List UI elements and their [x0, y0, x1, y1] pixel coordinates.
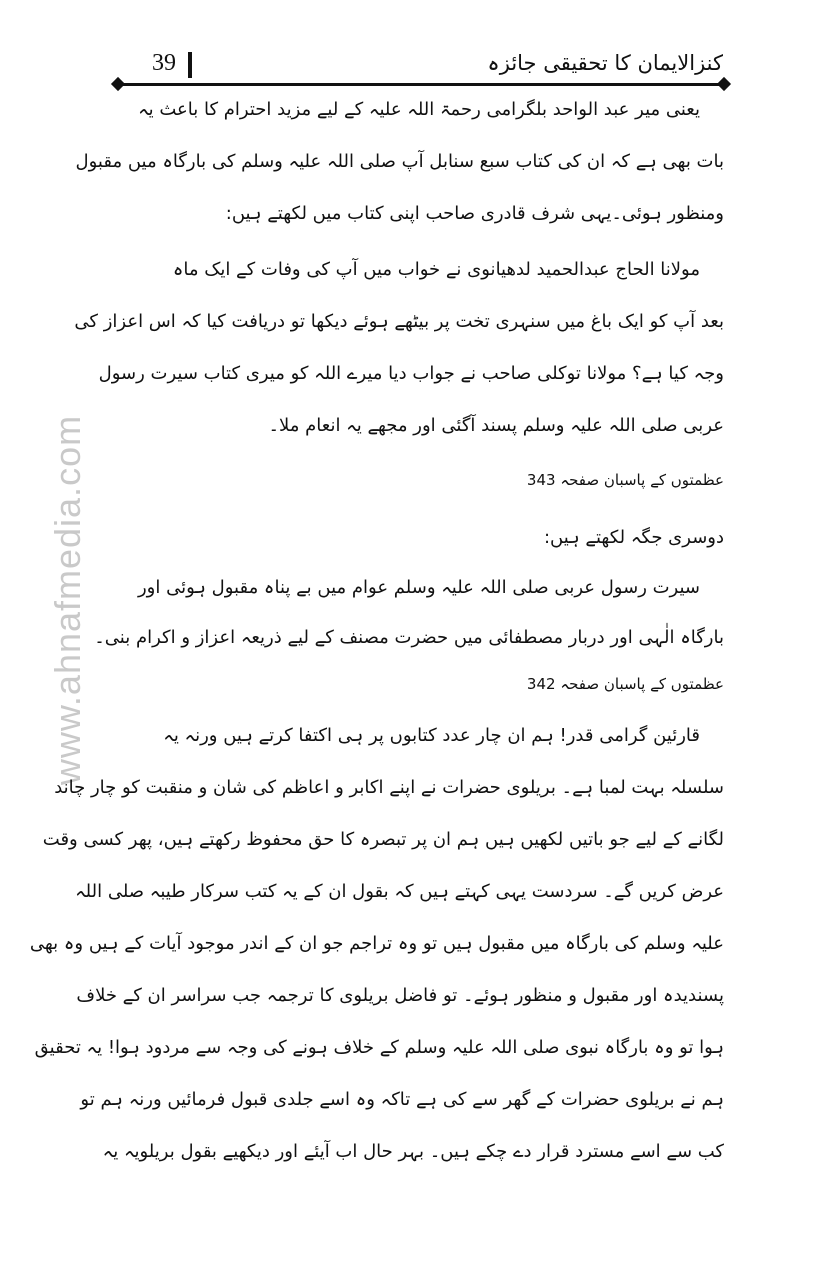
text-line: علیہ وسلم کی بارگاہ میں مقبول ہیں تو وہ تراجم جو ان کے اندر موجود آیات کے ہیں وہ بھی: [29, 933, 724, 954]
text-line: دوسری جگہ لکھتے ہیں:: [543, 527, 724, 548]
text-line: عربی صلی اللہ علیہ وسلم پسند آگئی اور مجھے یہ انعام ملا۔: [268, 415, 724, 436]
watermark-text: www.ahnafmedia.com: [47, 414, 88, 786]
text-line: سلسلہ بہت لمبا ہے۔ بریلوی حضرات نے اپنے اکابر و اعاظم کی شان و منقبت کو چار چاند: [54, 777, 724, 798]
text-line: ومنظور ہوئی۔یہی شرف قادری صاحب اپنی کتاب میں لکھتے ہیں:: [225, 203, 724, 224]
text-line: ہوا تو وہ بارگاہ نبوی صلی اللہ علیہ وسلم کے خلاف ہونے کی وجہ سے مردود ہوا! یہ تحقیق: [34, 1037, 724, 1058]
text-line: لگانے کے لیے جو باتیں لکھیں ہیں ہم ان پر تبصرہ کا حق محفوظ رکھتے ہیں، پھر کسی وقت: [42, 829, 724, 850]
text-line: کب سے اسے مسترد قرار دے چکے ہیں۔ بہر حال اب آیئے اور دیکھیے بقول بریلویہ یہ: [102, 1141, 724, 1162]
text-line: بارگاہ الٰہی اور دربار مصطفائی میں حضرت مصنف کے لیے ذریعہ اعزاز و اکرام بنی۔: [94, 627, 724, 648]
text-line: مولانا الحاج عبدالحمید لدھیانوی نے خواب میں آپ کی وفات کے ایک ماہ: [172, 259, 700, 280]
text-line: بعد آپ کو ایک باغ میں سنہری تخت پر بیٹھے ہوئے دیکھا تو دریافت کیا کہ اس اعزاز کی: [74, 311, 724, 332]
header-rule: [118, 83, 724, 86]
text-line: پسندیدہ اور مقبول و منظور ہوئے۔ تو فاضل بریلوی کا ترجمہ جب سراسر ان کے خلاف: [76, 985, 724, 1006]
text-line: سیرت رسول عربی صلی اللہ علیہ وسلم عوام میں بے پناہ مقبول ہوئی اور: [137, 577, 700, 598]
text-line: وجہ کیا ہے؟ مولانا توکلی صاحب نے جواب دیا میرے اللہ کو میری کتاب سیرت رسول: [98, 363, 724, 384]
text-line: بات بھی ہے کہ ان کی کتاب سبع سنابل آپ صلی اللہ علیہ وسلم کی بارگاہ میں مقبول: [75, 151, 724, 172]
text-line: یعنی میر عبد الواحد بلگرامی رحمۃ اللہ علیہ کے لیے مزید احترام کا باعث یہ: [138, 99, 700, 120]
page-header: [118, 46, 723, 86]
page-number-divider: [188, 52, 192, 78]
text-line: قارئین گرامی قدر! ہم ان چار عدد کتابوں پر ہی اکتفا کرتے ہیں ورنہ یہ: [163, 725, 700, 746]
reference-citation: عظمتوں کے پاسبان صفحہ 342: [526, 675, 724, 693]
text-line: ہم نے بریلوی حضرات کے گھر سے کی ہے تاکہ وہ اسے جلدی قبول فرمائیں ورنہ ہم تو: [80, 1089, 724, 1110]
book-title: کنزالایمان کا تحقیقی جائزہ: [487, 51, 723, 75]
page-number: 39: [152, 50, 176, 76]
text-line: عرض کریں گے۔ سردست یہی کہتے ہیں کہ بقول ان کے یہ کتب سرکار طیبہ صلی اللہ: [75, 881, 724, 902]
reference-citation: عظمتوں کے پاسبان صفحہ 343: [526, 471, 724, 489]
